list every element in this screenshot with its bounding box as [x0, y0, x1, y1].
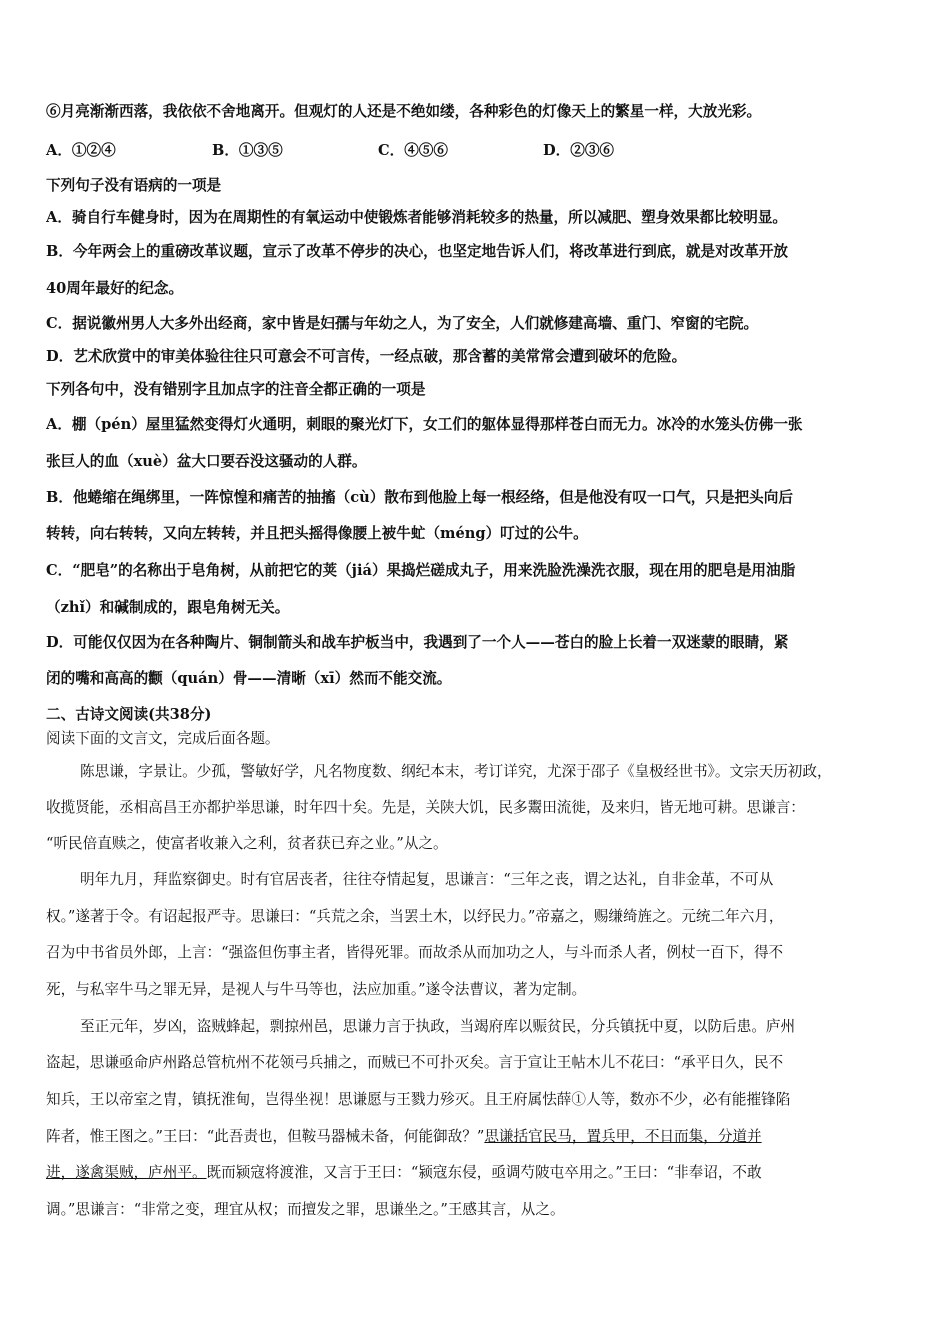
char-question-stem: 下列各句中，没有错别字且加点字的注音全都正确的一项是	[46, 381, 426, 398]
passage-p3-line4	[46, 1125, 906, 1146]
passage-p3-line5-text: 既而颍寇将渡淮，又言于王曰：“颍寇东侵，亟调芍陂屯卒用之。”王曰：“非奉诏，不敢	[206, 1164, 762, 1181]
option-a: A．①②④	[46, 142, 116, 159]
grammar-option-d: D．艺术欣赏中的审美体验往往只可意会不可言传，一经点破，那含蓄的美常常会遭到破坏的危险。	[46, 348, 687, 365]
char-option-c-line1: C．“肥皂”的名称出于皂角树，从前把它的荚（jiá）果捣烂磋成丸子，用来洗脸洗澡洗衣服，现在用的肥皂是用油脂	[46, 562, 796, 579]
char-option-d-line1: D．可能仅仅因为在各种陶片、铜制箭头和战车护板当中，我遇到了一个人——苍白的脸上长着一双迷蒙的眼睛，紧	[46, 634, 789, 651]
underlined-sentence-part2: 进，遂禽渠贼，庐州平。	[46, 1164, 207, 1181]
section-instruction: 阅读下面的文言文，完成后面各题。	[46, 730, 280, 747]
grammar-option-b-line1: B．今年两会上的重磅改革议题，宣示了改革不停步的决心，也坚定地告诉人们，将改革进行到底，就是对改革开放	[46, 243, 789, 260]
passage-p2-line3: 召为中书省员外郎，上言：“强盗但伤事主者，皆得死罪。而故杀从而加功之人，与斗而杀人者，例杖一百下，得不	[46, 944, 784, 961]
grammar-question-stem: 下列句子没有语病的一项是	[46, 177, 222, 194]
grammar-option-c: C．据说徽州男人大多外出经商，家中皆是妇孺与年幼之人，为了安全，人们就修建高墙、重门、窄窗的宅院。	[46, 315, 759, 332]
grammar-option-b-line2: 40周年最好的纪念。	[46, 280, 184, 297]
passage-p3-line2: 盗起，思谦亟命庐州路总管杭州不花领弓兵捕之，而贼已不可扑灭矣。言于宣让王帖木儿不花曰：“承平日久，民不	[46, 1054, 784, 1071]
passage-p2-line2: 权。”遂著于令。有诏起报严寺。思谦曰：“兵荒之余，当罢土木，以纾民力。”帝嘉之，赐缣绮旌之。元统二年六月，	[46, 908, 784, 925]
underlined-sentence-part1: 思谦括官民马，置兵甲，不日而集，分道并	[484, 1128, 762, 1145]
section-title: 二、古诗文阅读(共38分)	[46, 706, 212, 723]
previous-question-item-6: ⑥月亮渐渐西落，我依依不舍地离开。但观灯的人还是不绝如缕，各种彩色的灯像天上的繁星一样，大放光彩。	[46, 103, 762, 120]
char-option-d-line2: 闭的嘴和高高的颧（quán）骨——清晰（xī）然而不能交流。	[46, 670, 452, 687]
passage-p1-line2: 收揽贤能，丞相高昌王亦都护举思谦，时年四十矣。先是，关陕大饥，民多鬻田流徙，及来归，皆无地可耕。思谦言：	[46, 799, 805, 816]
passage-p1-line1: 陈思谦，字景让。少孤，警敏好学，凡名物度数、纲纪本末，考订详究，尤深于邵子《皇极经世书》。文宗天历初政，	[80, 763, 832, 780]
char-option-b-line1: B．他蜷缩在绳绑里，一阵惊惶和痛苦的抽搐（cù）散布到他脸上每一根经络，但是他没有叹一口气，只是把头向后	[46, 489, 793, 506]
passage-p3-line1: 至正元年，岁凶，盗贼蜂起，剽掠州邑，思谦力言于执政，当竭府库以赈贫民，分兵镇抚中夏，以防后患。庐州	[80, 1018, 796, 1035]
char-option-c-line2: （zhǐ）和碱制成的，跟皂角树无关。	[46, 599, 290, 616]
option-c: C．④⑤⑥	[378, 142, 448, 159]
char-option-a-line2: 张巨人的血（xuè）盆大口要吞没这骚动的人群。	[46, 453, 367, 470]
passage-p3-line3: 知兵，王以帝室之胄，镇抚淮甸，岂得坐视！思谦愿与王戮力殄灭。且王府属怯薛①人等，数亦不少，必有能摧锋陷	[46, 1091, 791, 1108]
grammar-option-a: A．骑自行车健身时，因为在周期性的有氧运动中使锻炼者能够消耗较多的热量，所以减肥、塑身效果都比较明显。	[46, 209, 788, 226]
option-b: B．①③⑤	[212, 142, 283, 159]
option-d: D．②③⑥	[543, 142, 615, 159]
passage-p3-line5	[46, 1161, 906, 1182]
passage-p2-line1: 明年九月，拜监察御史。时有官居丧者，往往夺情起复，思谦言：“三年之丧，谓之达礼，自非金革，不可从	[80, 871, 774, 888]
passage-p2-line4: 死，与私宰牛马之罪无异，是视人与牛马等也，法应加重。”遂令法曹议，著为定制。	[46, 981, 587, 998]
passage-p3-line6: 调。”思谦言：“非常之变，理宜从权；而擅发之罪，思谦坐之。”王感其言，从之。	[46, 1201, 565, 1218]
char-option-b-line2: 转转，向右转转，又向左转转，并且把头摇得像腰上被牛虻（méng）叮过的公牛。	[46, 525, 588, 542]
char-option-a-line1: A．棚（pén）屋里猛然变得灯火通明，刺眼的聚光灯下，女工们的躯体显得那样苍白而无力。冰冷的水笼头仿佛一张	[46, 416, 803, 433]
passage-p3-line4-text: 阵者，惟王图之。”王曰：“此吾责也，但鞍马器械未备，何能御敌？”	[46, 1128, 485, 1145]
passage-p1-line3: “听民倍直赎之，使富者收兼入之利，贫者获已弃之业。”从之。	[46, 835, 448, 852]
